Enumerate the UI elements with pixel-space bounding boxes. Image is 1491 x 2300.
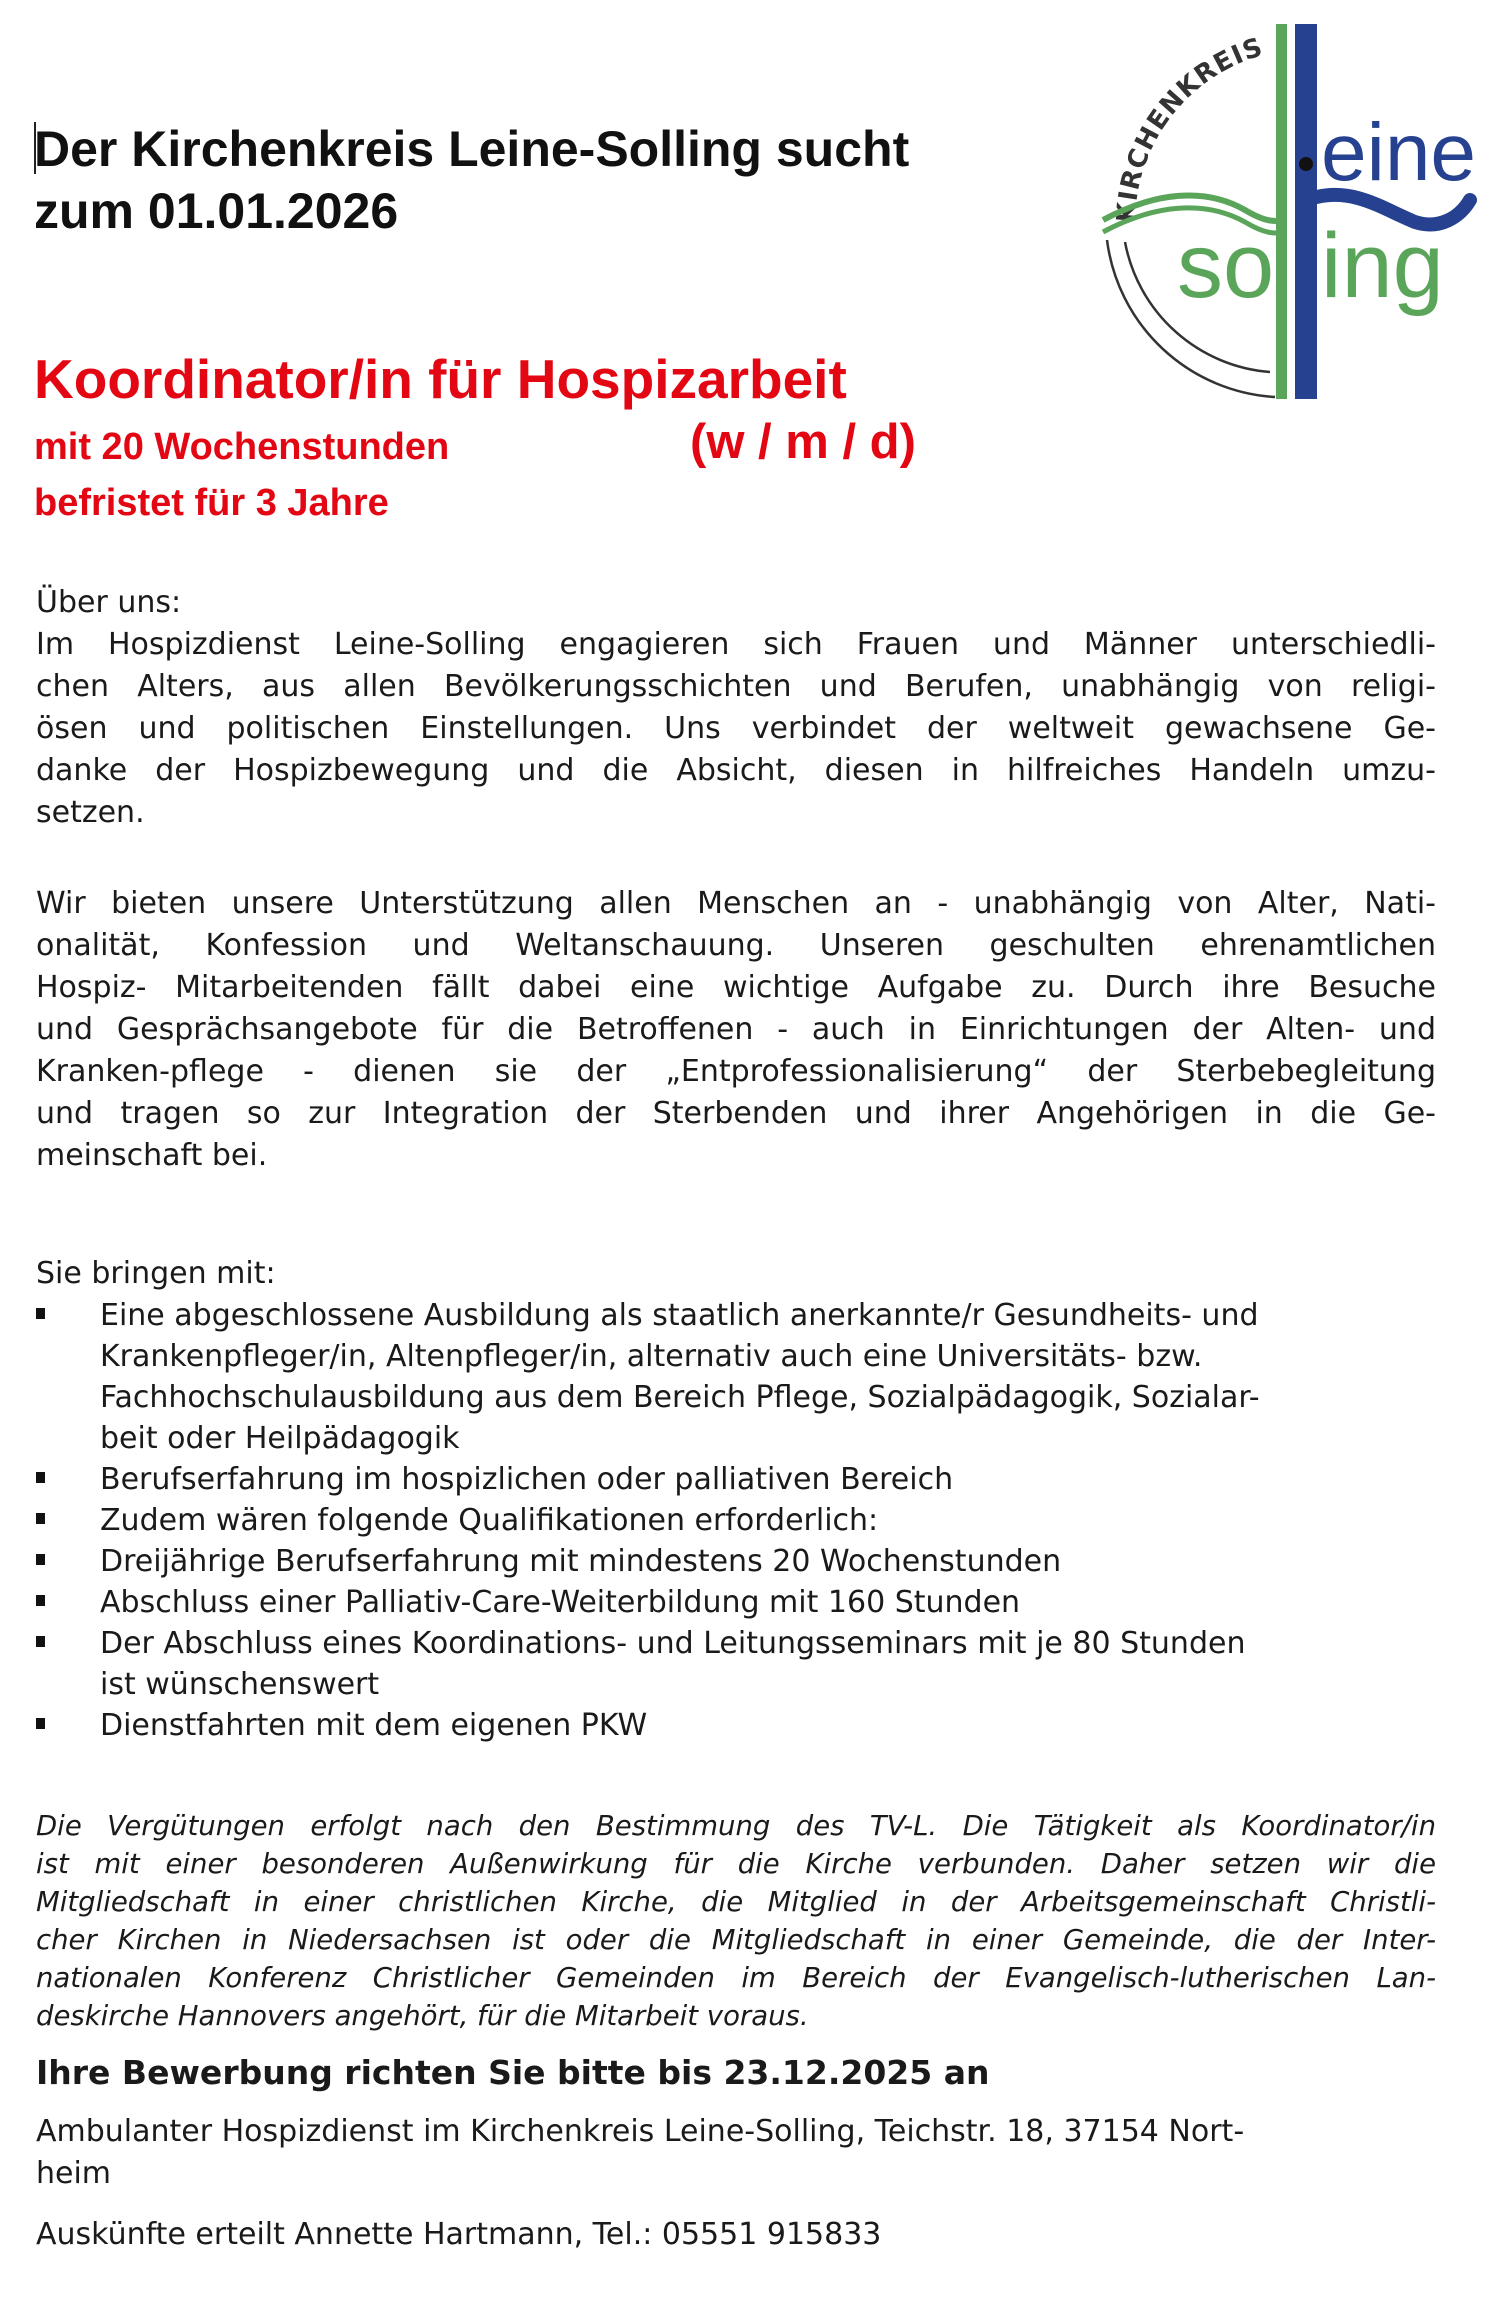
paragraph-line: Mitgliedschaft in einer christlichen Kirche, die Mitglied in der Arbeitsgemeinschaft Christli-	[36, 1886, 1436, 1918]
application-address-line-1: Ambulanter Hospizdienst im Kirchenkreis Leine-Solling, Teichstr. 18, 37154 Nort-	[36, 2114, 1245, 2149]
paragraph-line: onalität, Konfession und Weltanschauung. Unseren geschulten ehrenamtlichen	[36, 928, 1436, 963]
paragraph-line: Wir bieten unsere Unterstützung allen Menschen an - unabhängig von Alter, Nati-	[36, 886, 1436, 921]
list-item-text: Dienstfahrten mit dem eigenen PKW	[100, 1708, 648, 1743]
bullet-square-icon	[36, 1554, 45, 1565]
paragraph-line: ösen und politischen Einstellungen. Uns verbindet der weltweit gewachsene Ge-	[36, 711, 1436, 746]
list-item-text: Krankenpfleger/in, Altenpfleger/in, alternativ auch eine Universitäts- bzw.	[100, 1339, 1203, 1374]
list-item-text: ist wünschenswert	[100, 1667, 380, 1702]
list-item-text: Dreijährige Berufserfahrung mit mindestens 20 Wochenstunden	[100, 1544, 1062, 1579]
application-address-line-2: heim	[36, 2156, 112, 2191]
application-deadline: Ihre Bewerbung richten Sie bitte bis 23.12.2025 an	[36, 2053, 990, 2092]
bullet-square-icon	[36, 1513, 45, 1524]
bullet-square-icon	[36, 1718, 45, 1729]
list-item-text: Eine abgeschlossene Ausbildung als staatlich anerkannte/r Gesundheits- und	[100, 1298, 1259, 1333]
list-item-text: Zudem wären folgende Qualifikationen erforderlich:	[100, 1503, 879, 1538]
paragraph-line: setzen.	[36, 795, 145, 830]
paragraph-line: chen Alters, aus allen Bevölkerungsschichten und Berufen, unabhängig von religi-	[36, 669, 1436, 704]
logo-word-so: so	[1177, 215, 1275, 317]
bullet-square-icon	[36, 1636, 45, 1647]
headline-line-2: zum 01.01.2026	[34, 183, 399, 239]
bullet-square-icon	[36, 1472, 45, 1483]
list-item-text: Berufserfahrung im hospizlichen oder palliativen Bereich	[100, 1462, 954, 1497]
list-item-text: beit oder Heilpädagogik	[100, 1421, 460, 1456]
bullet-square-icon	[36, 1595, 45, 1606]
paragraph-line: und tragen so zur Integration der Sterbenden und ihrer Angehörigen in die Ge-	[36, 1096, 1436, 1131]
list-item-text: Abschluss einer Palliativ-Care-Weiterbildung mit 160 Stunden	[100, 1585, 1021, 1620]
logo-dot	[1299, 157, 1313, 171]
paragraph-line: deskirche Hannovers angehört, für die Mitarbeit voraus.	[36, 2000, 809, 2032]
job-title: Koordinator/in für Hospizarbeit	[34, 348, 847, 410]
paragraph-line: und Gesprächsangebote für die Betroffenen - auch in Einrichtungen der Alten- und	[36, 1012, 1436, 1047]
paragraph-line: ist mit einer besonderen Außenwirkung für die Kirche verbunden. Daher setzen wir die	[36, 1848, 1436, 1880]
paragraph-line: Hospiz- Mitarbeitenden fällt dabei eine wichtige Aufgabe zu. Durch ihre Besuche	[36, 970, 1436, 1005]
logo-arc-text: KIRCHENKREIS	[1111, 32, 1267, 224]
paragraph-line: Im Hospizdienst Leine-Solling engagieren sich Frauen und Männer unterschiedli-	[36, 627, 1436, 662]
headline-line-1: Der Kirchenkreis Leine-Solling sucht	[34, 121, 910, 177]
paragraph-line: danke der Hospizbewegung und die Absicht, diesen in hilfreiches Handeln umzu-	[36, 753, 1436, 788]
logo-word-ing: ing	[1321, 215, 1444, 317]
job-hours: mit 20 Wochenstunden	[34, 426, 450, 468]
list-item-text: Der Abschluss eines Koordinations- und Leitungsseminars mit je 80 Stunden	[100, 1626, 1246, 1661]
paragraph-line: cher Kirchen in Niedersachsen ist oder die Mitgliedschaft in einer Gemeinde, die der Inter-	[36, 1924, 1436, 1956]
logo-graphic	[1095, 12, 1480, 407]
job-term: befristet für 3 Jahre	[34, 482, 389, 524]
list-item-text: Fachhochschulausbildung aus dem Bereich Pflege, Sozialpädagogik, Sozialar-	[100, 1380, 1260, 1415]
paragraph-line: Kranken-pflege - dienen sie der „Entprofessionalisierung“ der Sterbebegleitung	[36, 1054, 1436, 1089]
about-heading: Über uns:	[36, 585, 182, 620]
logo-word-eine: eine	[1321, 107, 1477, 198]
paragraph-line: meinschaft bei.	[36, 1138, 268, 1173]
requirements-heading: Sie bringen mit:	[36, 1256, 276, 1291]
logo-green-bar	[1276, 24, 1287, 399]
job-gender: (w / m / d)	[690, 415, 916, 469]
bullet-square-icon	[36, 1308, 45, 1319]
paragraph-line: nationalen Konferenz Christlicher Gemeinden im Bereich der Evangelisch-lutherischen Lan-	[36, 1962, 1436, 1994]
application-contact: Auskünfte erteilt Annette Hartmann, Tel.: 05551 915833	[36, 2217, 882, 2252]
logo-blue-bar	[1295, 24, 1317, 399]
kirchenkreis-leine-solling-logo	[1095, 12, 1480, 407]
paragraph-line: Die Vergütungen erfolgt nach den Bestimmung des TV-L. Die Tätigkeit als Koordinator/in	[36, 1810, 1436, 1842]
